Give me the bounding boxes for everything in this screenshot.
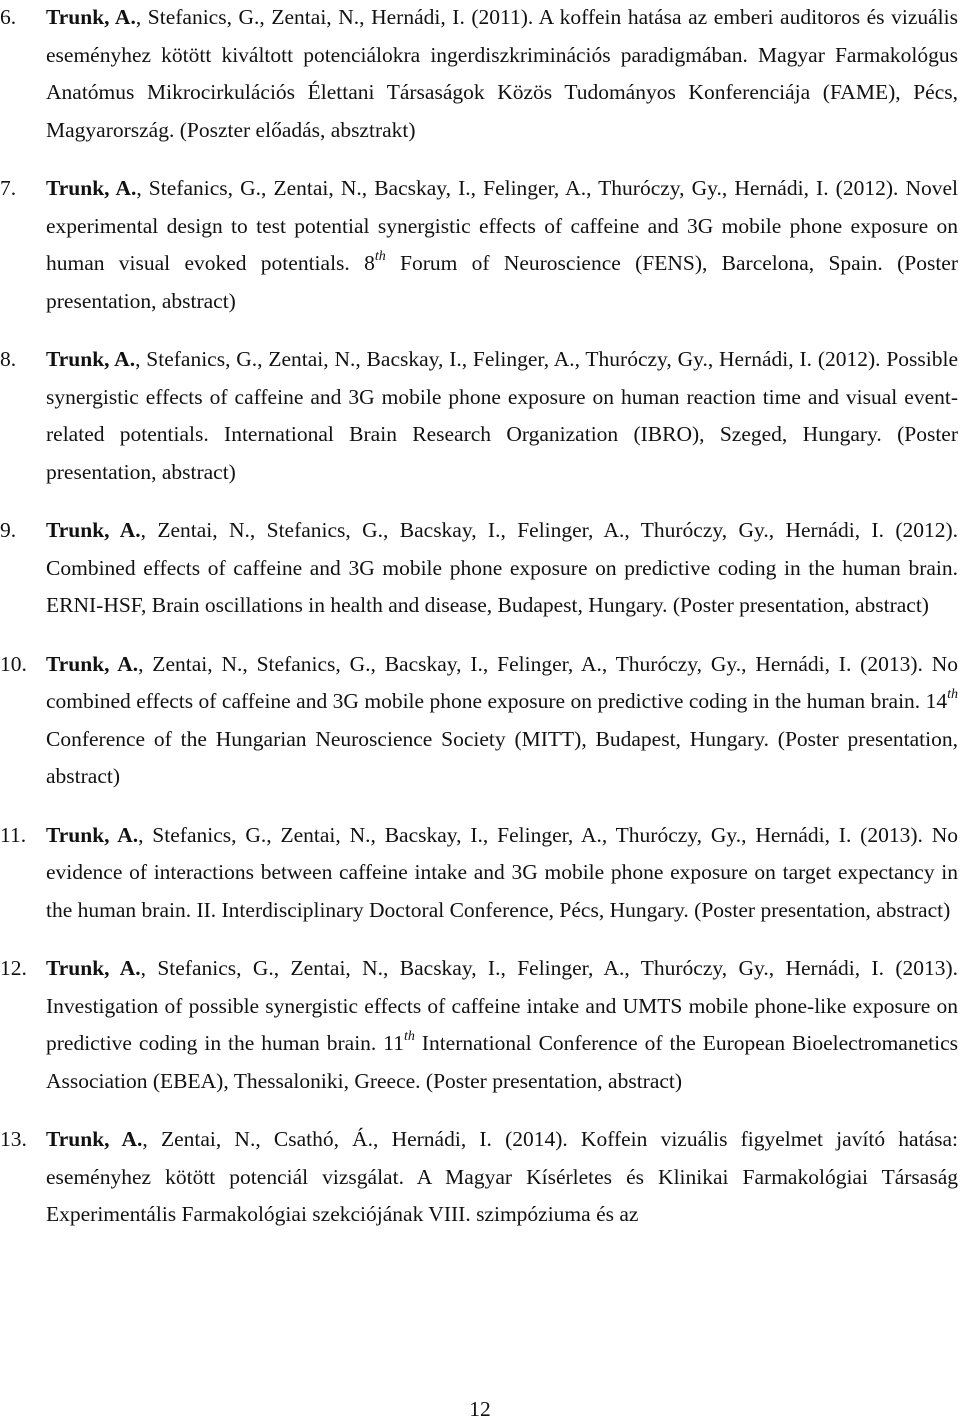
entry-number: 13. bbox=[0, 1127, 27, 1151]
entry-number: 11. bbox=[0, 822, 27, 847]
main-author: Trunk, A. bbox=[46, 176, 137, 200]
main-author: Trunk, A. bbox=[46, 5, 136, 29]
entry-text: , Zentai, N., Stefanics, G., Bacskay, I., Felinger, A., Thuróczy, Gy., Hernádi, I. (2012). Combined effects of caffeine and 3G mobile phone exposure on predictive coding in the human brain. ERNI-HSF, Brain oscillations in health and disease, Budapest, Hungary. (Poster presentation, abstract) bbox=[46, 518, 959, 617]
publication-entry-8 bbox=[0, 341, 958, 491]
publication-entry-6 bbox=[0, 0, 958, 149]
main-author: Trunk, A. bbox=[46, 956, 141, 980]
entry-text: , Stefanics, G., Zentai, N., Hernádi, I. (2011). A koffein hatása az emberi auditoros és vizuális eseményhez kötött kiváltott potenciálokra ingerdiszkriminációs paradigmában. Magyar Farmakológus Anatómus Mikrocirkulációs Élettani Társaságok Közös Tudományos Konferenciája (FAME), Pécs, Magyarország. (Poszter előadás, absztrakt) bbox=[46, 5, 958, 142]
main-author: Trunk, A. bbox=[46, 822, 139, 847]
main-author: Trunk, A. bbox=[46, 1127, 143, 1151]
publication-entry-9 bbox=[0, 512, 958, 625]
entry-text: , Stefanics, G., Zentai, N., Bacskay, I., Felinger, A., Thuróczy, Gy., Hernádi, I. (2013). Investigation of possible synergistic effects of caffeine intake and UMTS mobile phone-like exposure on predictive coding in the human brain. 11 bbox=[46, 956, 959, 1055]
entry-number: 8. bbox=[0, 347, 17, 371]
entry-text-continued: Forum of Neuroscience (FENS), Barcelona, Spain. (Poster presentation, abstract) bbox=[46, 251, 958, 313]
entry-text: , Stefanics, G., Zentai, N., Bacskay, I., Felinger, A., Thuróczy, Gy., Hernádi, I. (2013). No evidence of interactions between caffeine intake and 3G mobile phone exposure on target expectancy in the human brain. II. Interdisciplinary Doctoral Conference, Pécs, Hungary. (Poster presentation, abstract) bbox=[46, 822, 958, 922]
entry-number: 7. bbox=[0, 176, 17, 200]
ordinal-superscript: th bbox=[403, 1028, 415, 1044]
publication-entry-10 bbox=[0, 646, 958, 796]
entry-text-continued: Conference of the Hungarian Neuroscience Society (MITT), Budapest, Hungary. (Poster presentation, abstract) bbox=[46, 726, 958, 788]
entry-number: 6. bbox=[0, 5, 17, 29]
entry-text: , Zentai, N., Stefanics, G., Bacskay, I., Felinger, A., Thuróczy, Gy., Hernádi, I. (2013). No combined effects of caffeine and 3G mobile phone exposure on predictive coding in the human brain. 14 bbox=[46, 651, 958, 713]
page-number: 12 bbox=[469, 1397, 491, 1421]
ordinal-superscript: th bbox=[947, 686, 958, 702]
publication-entry-13 bbox=[0, 1121, 958, 1234]
entry-number: 9. bbox=[0, 518, 17, 542]
entry-text: , Zentai, N., Csathó, Á., Hernádi, I. (2014). Koffein vizuális figyelmet javító hatása: eseményhez kötött potenciál vizsgálat. A Magyar Kísérletes és Klinikai Farmakológiai Társaság Experimentális Farmakológiai szekciójának VIII. szimpóziuma és az bbox=[46, 1127, 958, 1226]
main-author: Trunk, A. bbox=[46, 347, 136, 371]
entry-text: , Stefanics, G., Zentai, N., Bacskay, I., Felinger, A., Thuróczy, Gy., Hernádi, I. (2012). Possible synergistic effects of caffeine and 3G mobile phone exposure on human reaction time and visual event-related potentials. International Brain Research Organization (IBRO), Szeged, Hungary. (Poster presentation, abstract) bbox=[46, 347, 959, 484]
entry-number: 12. bbox=[0, 956, 27, 980]
ordinal-superscript: th bbox=[374, 248, 386, 264]
entry-text-continued: International Conference of the European Bioelectromanetics Association (EBEA), Thessaloniki, Greece. (Poster presentation, abstract) bbox=[46, 1031, 958, 1093]
publication-entry-11 bbox=[0, 817, 958, 930]
publication-entry-12 bbox=[0, 950, 958, 1100]
main-author: Trunk, A. bbox=[46, 651, 139, 676]
entry-number: 10. bbox=[0, 651, 27, 676]
main-author: Trunk, A. bbox=[46, 518, 141, 542]
entry-text: , Stefanics, G., Zentai, N., Bacskay, I., Felinger, A., Thuróczy, Gy., Hernádi, I. (2012). Novel experimental design to test potential synergistic effects of caffeine and 3G mobile phone exposure on human visual evoked potentials. 8 bbox=[46, 176, 958, 275]
publication-entry-7 bbox=[0, 170, 958, 320]
